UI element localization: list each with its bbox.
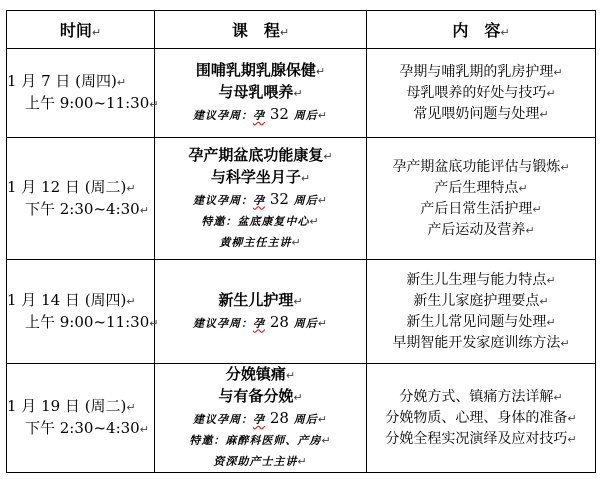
course-title: 与母乳喂养↵ <box>218 83 303 101</box>
time-cell <box>7 138 155 260</box>
course-schedule-table <box>6 10 596 473</box>
suggested-week: 建议孕周：孕 32 周后↵ <box>193 189 328 208</box>
content-line: 常见喂奶问题与处理↵ <box>413 105 549 122</box>
table-row <box>7 49 596 138</box>
content-line: 新生儿生理与能力特点↵ <box>406 271 556 288</box>
date-text: 1 月 7 日 (周四)↵ <box>7 72 127 90</box>
header-time: 时间↵ <box>7 11 155 49</box>
content-line: 早期智能开发家庭训练方法↵ <box>392 334 570 351</box>
date-text: 1 月 14 日 (周四)↵ <box>7 290 136 309</box>
course-cell <box>155 49 367 138</box>
course-title: 分娩镇痛↵ <box>225 365 296 383</box>
content-line: 产后生理特点↵ <box>434 179 528 196</box>
suggested-week: 建议孕周：孕 32 周后↵ <box>193 105 328 123</box>
content-line: 分娩方式、镇痛方法详解↵ <box>399 388 563 405</box>
content-cell <box>367 260 596 364</box>
course-title: 与有备分娩↵ <box>218 387 303 405</box>
slot-text: 上午 9:00~11:30↵ <box>25 312 159 331</box>
time-cell <box>7 364 155 473</box>
course-cell <box>155 260 367 364</box>
content-line: 新生儿常见问题与处理↵ <box>406 313 556 330</box>
suggested-week: 建议孕周：孕 28 周后↵ <box>193 312 328 331</box>
time-cell <box>7 260 159 364</box>
course-cell <box>155 138 367 260</box>
time-cell <box>7 49 159 138</box>
special-guest: 特邀：盆底康复中心↵ <box>201 214 320 228</box>
header-course: 课 程↵ <box>155 11 367 49</box>
table-row <box>7 138 596 260</box>
slot-text: 下午 2:30~4:30↵ <box>25 199 149 218</box>
content-line: 分娩物质、心理、身体的准备↵ <box>385 409 577 426</box>
content-line: 产后运动及营养↵ <box>427 221 535 238</box>
content-line: 孕期与哺乳期的乳房护理↵ <box>399 63 563 80</box>
slot-text: 下午 2:30~4:30↵ <box>25 419 149 437</box>
suggested-week: 建议孕周：孕 28 周后↵ <box>193 409 328 427</box>
content-line: 产后日常生活护理↵ <box>420 200 542 217</box>
content-line: 新生儿家庭护理要点↵ <box>413 292 549 309</box>
content-cell <box>367 364 596 473</box>
content-cell <box>367 138 596 260</box>
course-title: 围哺乳期乳腺保健↵ <box>195 61 326 79</box>
content-line: 母乳喂养的好处与技巧↵ <box>406 84 556 101</box>
course-cell <box>155 364 367 473</box>
table-row <box>7 364 596 473</box>
content-cell <box>367 49 596 138</box>
table-header-row <box>7 11 596 49</box>
special-guest: 黄柳主任主讲↵ <box>219 235 302 249</box>
course-title: 与科学坐月子↵ <box>210 167 311 186</box>
date-text: 1 月 12 日 (周二)↵ <box>7 177 136 196</box>
table-row <box>7 260 596 364</box>
date-text: 1 月 19 日 (周二)↵ <box>7 397 136 415</box>
content-line: 孕产期盆底功能评估与锻炼↵ <box>392 158 570 175</box>
course-title: 孕产期盆底功能康复↵ <box>188 145 333 164</box>
slot-text: 上午 9:00~11:30↵ <box>25 94 159 112</box>
special-guest: 资深助产士主讲↵ <box>213 455 308 468</box>
special-guest: 特邀：麻醉科医师、产房↵ <box>189 434 332 447</box>
header-content: 内 容↵ <box>367 11 596 49</box>
course-title: 新生儿护理↵ <box>218 290 303 309</box>
content-line: 分娩全程实况演绎及应对技巧↵ <box>385 430 577 447</box>
